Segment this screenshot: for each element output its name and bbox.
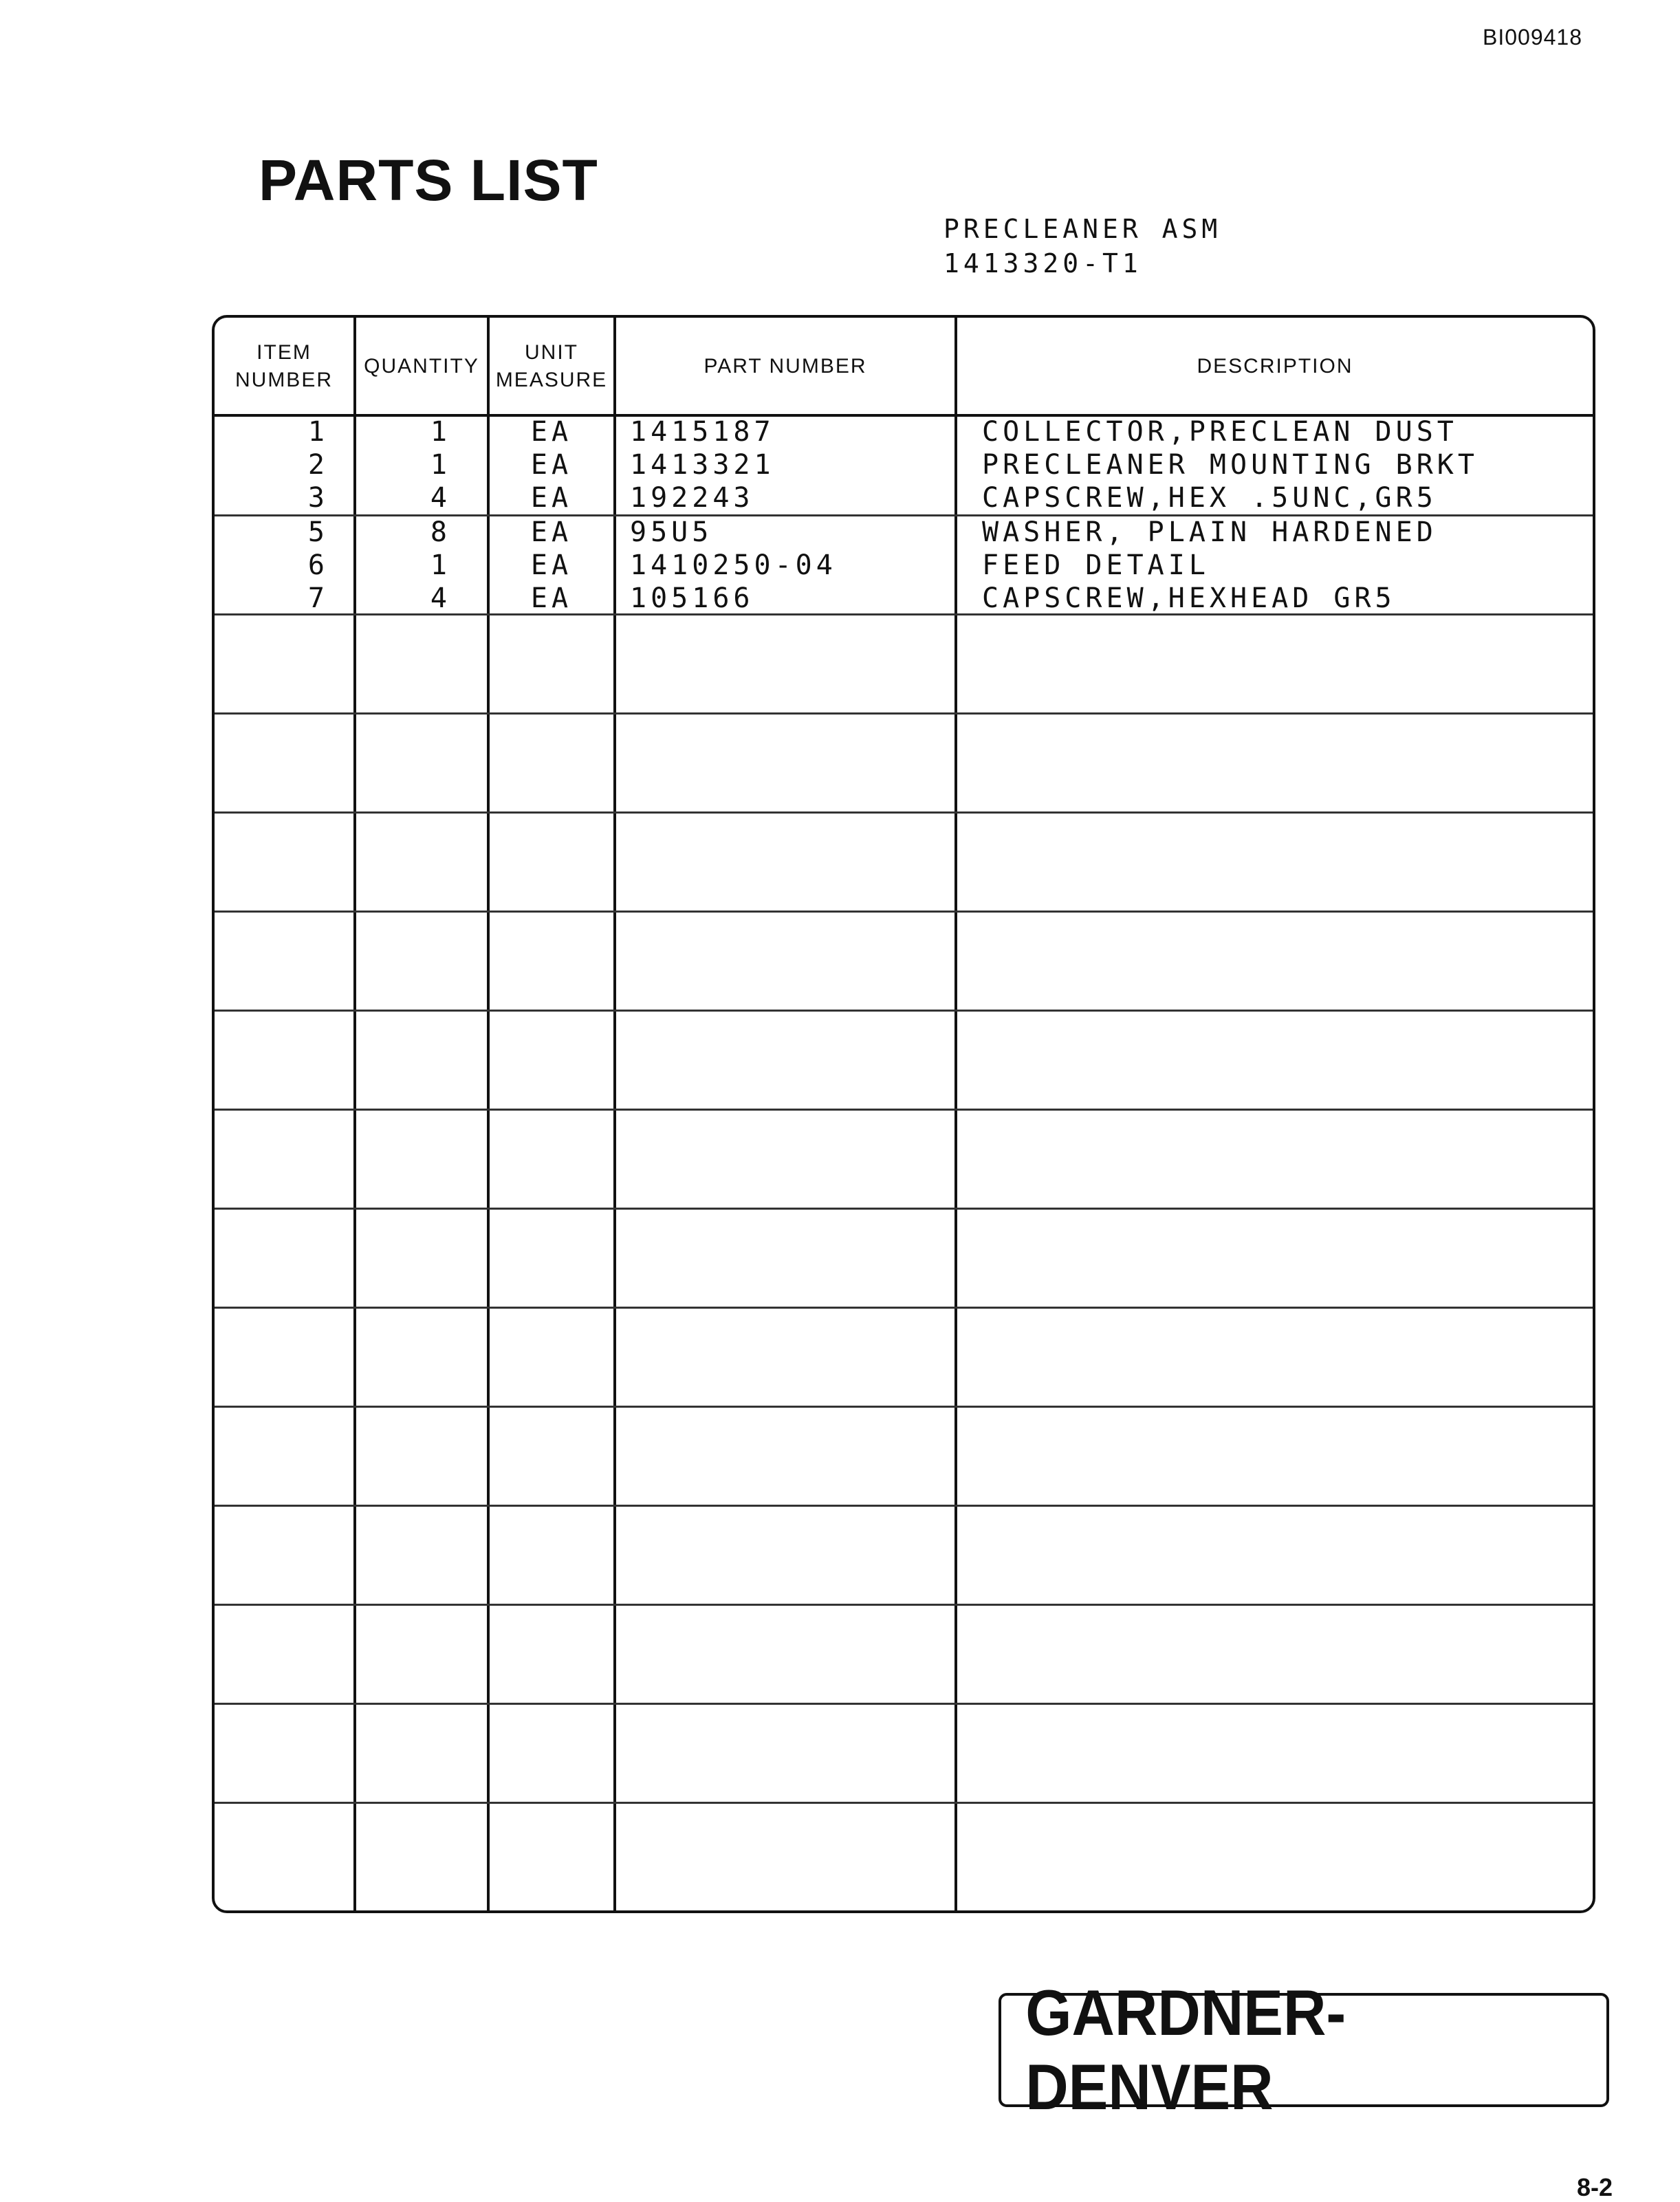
row-rule: [215, 1406, 1593, 1408]
header-part-number-label: PART NUMBER: [703, 355, 867, 378]
header-quantity: [356, 318, 487, 415]
cell-item: 6: [307, 549, 329, 581]
cell-unit: EA: [530, 416, 573, 448]
cell-unit: EA: [530, 582, 573, 614]
page-title: PARTS LIST: [259, 148, 598, 212]
header-unit-line2: MEASURE: [495, 369, 608, 391]
header-item-line1: ITEM: [257, 341, 312, 364]
column-divider: [954, 318, 957, 1910]
row-rule: [215, 911, 1593, 913]
assembly-name: PRECLEANER ASM: [943, 214, 1222, 244]
cell-unit: EA: [530, 516, 573, 548]
cell-description: WASHER, PLAIN HARDENED: [982, 516, 1437, 548]
cell-description: CAPSCREW,HEXHEAD GR5: [982, 582, 1396, 614]
header-item-number: [215, 318, 353, 415]
row-rule: [215, 1802, 1593, 1804]
parts-table: [212, 315, 1595, 1913]
cell-part-number: 1410250-04: [630, 549, 837, 581]
cell-part-number: 95U5: [630, 516, 713, 548]
cell-item: 7: [307, 582, 329, 614]
row-rule: [215, 1505, 1593, 1507]
cell-quantity: 1: [430, 449, 451, 481]
cell-part-number: 1415187: [630, 416, 775, 448]
cell-part-number: 105166: [630, 582, 754, 614]
assembly-number: 1413320-T1: [943, 248, 1142, 279]
cell-quantity: 4: [430, 482, 451, 514]
header-item-line2: NUMBER: [234, 369, 333, 391]
document-id: BI009418: [1482, 25, 1582, 50]
header-description-label: DESCRIPTION: [1197, 355, 1353, 378]
cell-quantity: 4: [430, 582, 451, 614]
cell-description: CAPSCREW,HEX .5UNC,GR5: [982, 482, 1437, 514]
cell-item: 1: [307, 416, 329, 448]
row-rule: [215, 712, 1593, 715]
header-description: [957, 318, 1593, 415]
cell-part-number: 192243: [630, 482, 754, 514]
cell-unit: EA: [530, 449, 573, 481]
header-quantity-label: QUANTITY: [364, 355, 479, 378]
row-rule: [215, 1604, 1593, 1606]
cell-part-number: 1413321: [630, 449, 775, 481]
header-unit-line1: UNIT: [525, 341, 578, 364]
cell-description: COLLECTOR,PRECLEAN DUST: [982, 416, 1458, 448]
brand-logo: [999, 1976, 1609, 2123]
assembly-header: [943, 212, 1221, 281]
cell-description: FEED DETAIL: [982, 549, 1210, 581]
cell-unit: EA: [530, 482, 573, 514]
column-divider: [613, 318, 616, 1910]
cell-quantity: 8: [430, 516, 451, 548]
header-unit-measure: [490, 318, 613, 415]
header-part-number: [616, 318, 954, 415]
cell-item: 3: [307, 482, 329, 514]
row-rule: [215, 1307, 1593, 1309]
page-number: 8-2: [1576, 2173, 1613, 2201]
row-rule: [215, 1109, 1593, 1111]
cell-item: 2: [307, 449, 329, 481]
cell-quantity: 1: [430, 549, 451, 581]
brand-name: GARDNER-DENVER: [1025, 1976, 1346, 2123]
cell-description: PRECLEANER MOUNTING BRKT: [982, 449, 1479, 481]
cell-item: 5: [307, 516, 329, 548]
row-rule: [215, 1703, 1593, 1705]
cell-quantity: 1: [430, 416, 451, 448]
cell-unit: EA: [530, 549, 573, 581]
row-rule: [215, 1010, 1593, 1012]
row-rule: [215, 811, 1593, 814]
row-rule: [215, 1208, 1593, 1210]
